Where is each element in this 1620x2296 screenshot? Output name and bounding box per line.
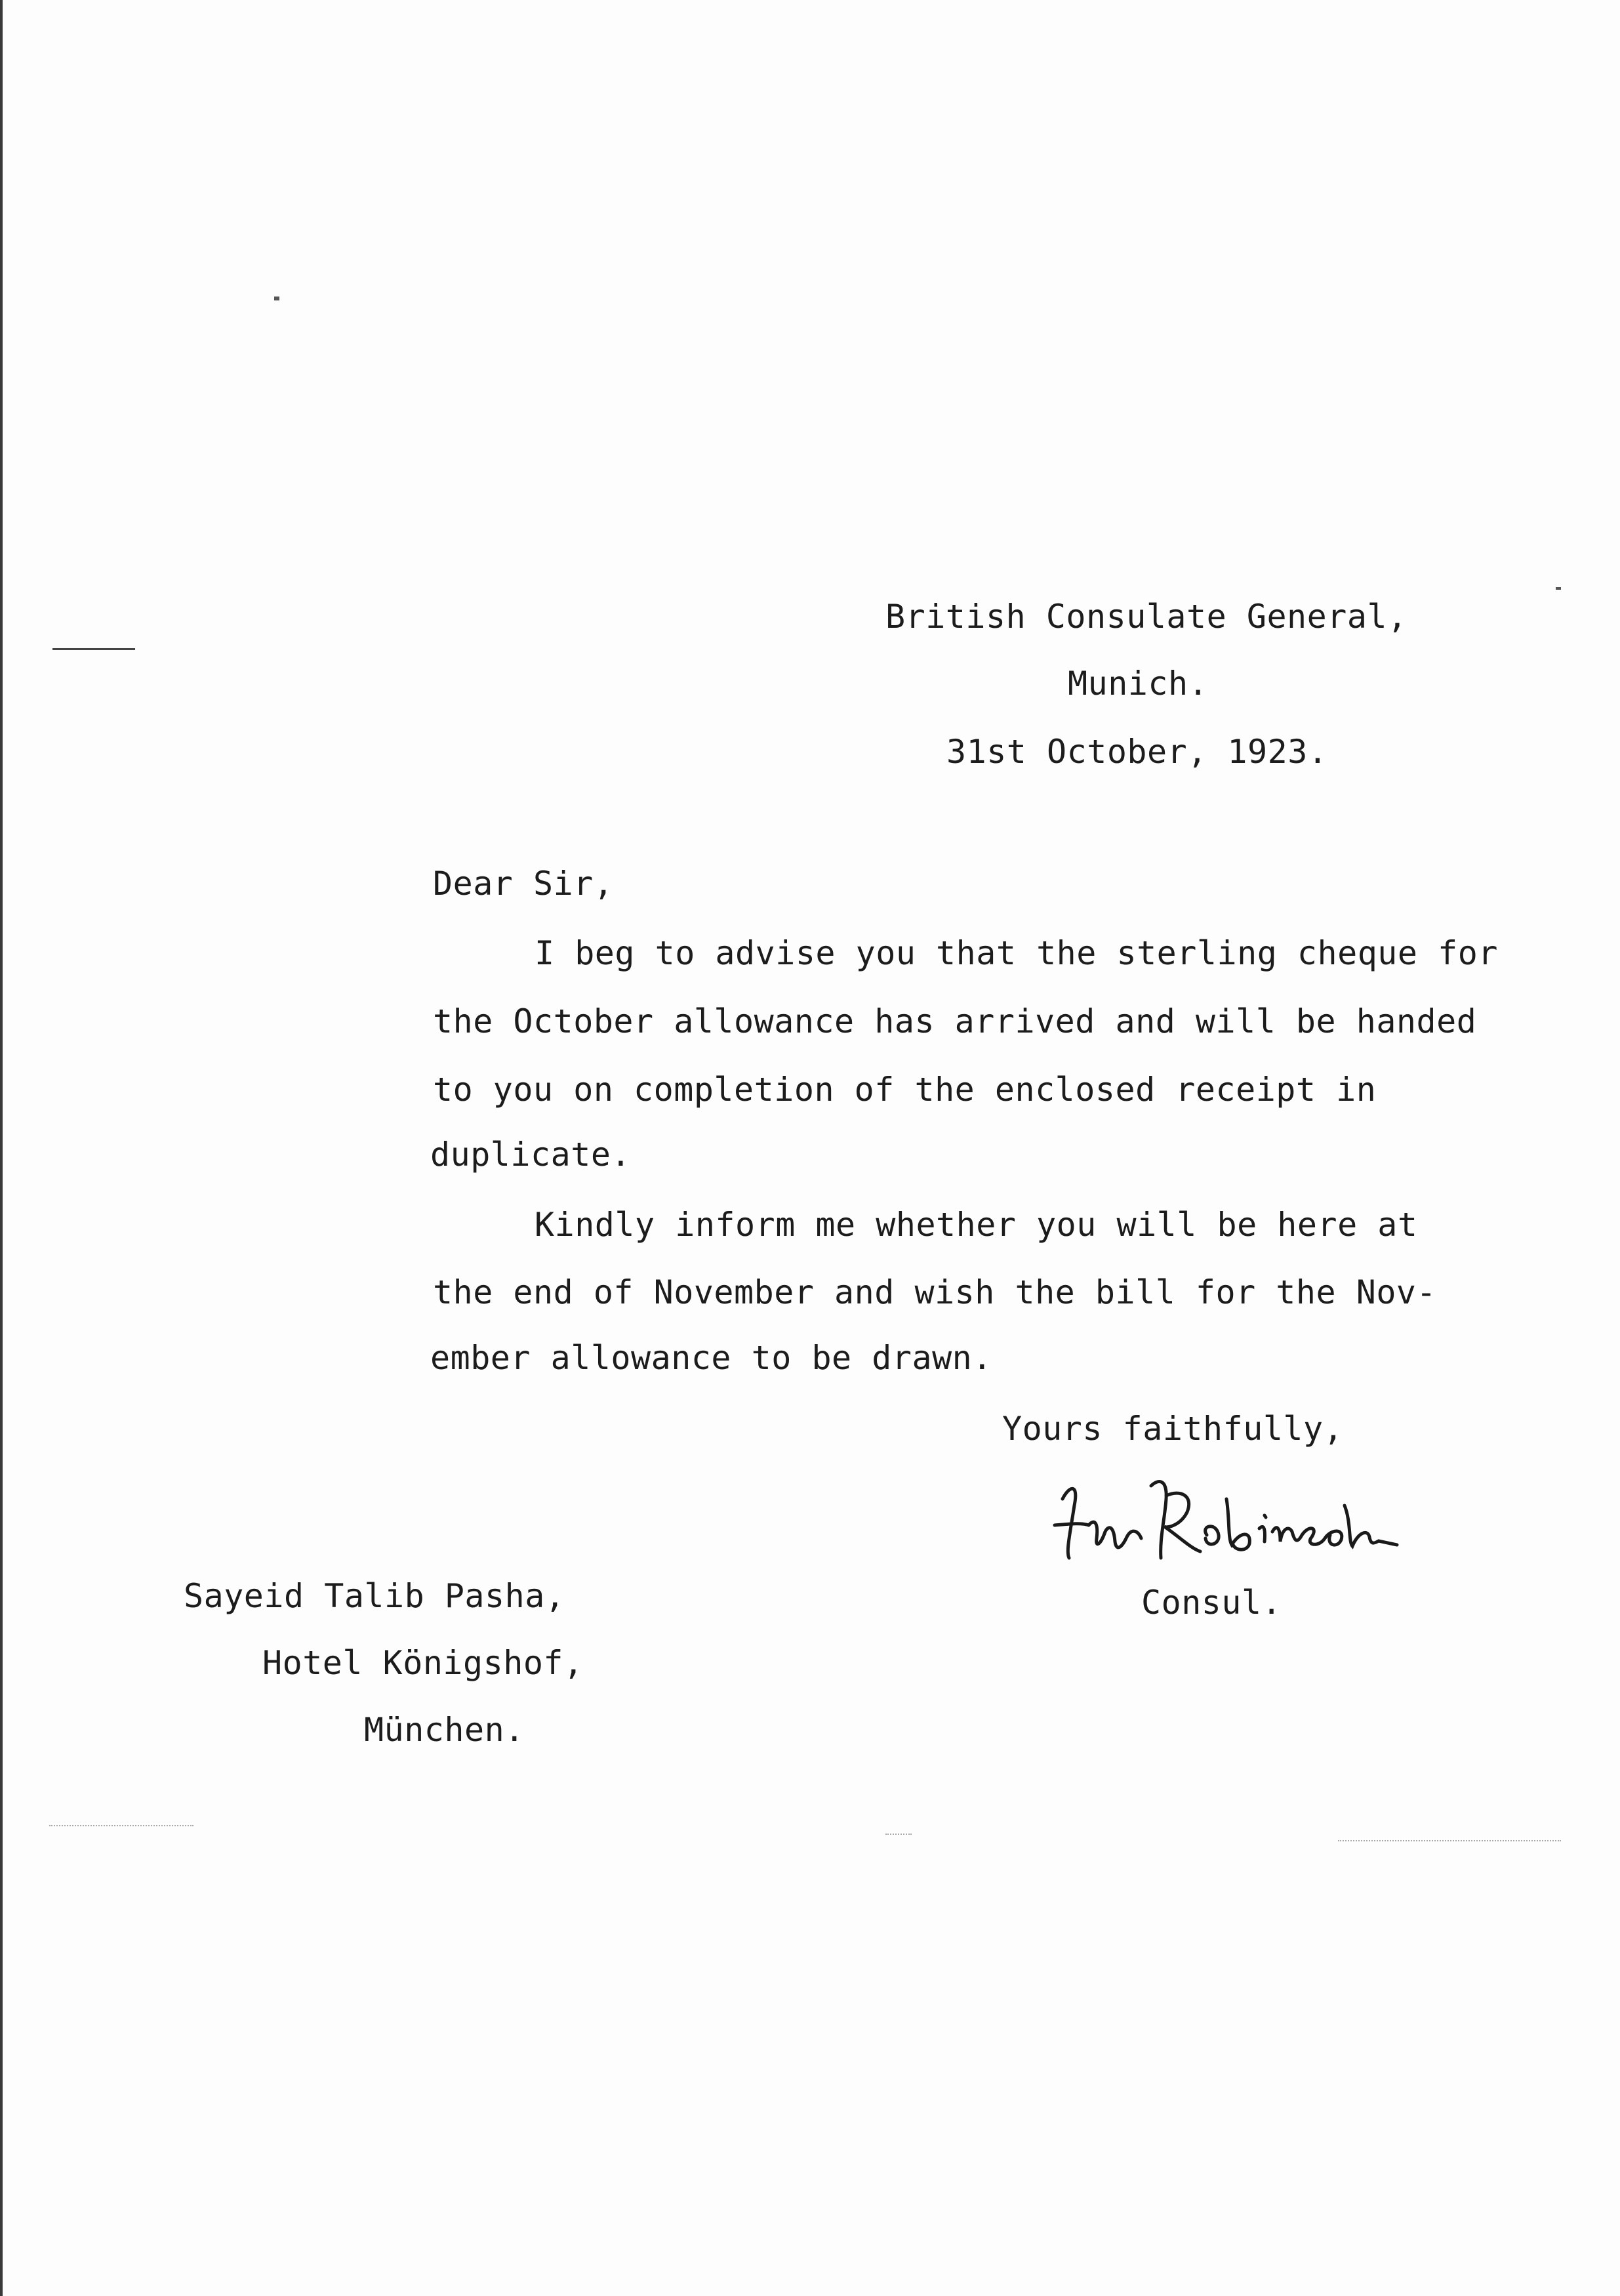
page-edge bbox=[0, 0, 3, 2296]
addressee-city: München. bbox=[364, 1711, 525, 1749]
letter-date: 31st October, 1923. bbox=[946, 733, 1328, 771]
body-line: the October allowance has arrived and will be handed bbox=[433, 1002, 1477, 1040]
signature-handwritten bbox=[1043, 1460, 1463, 1578]
fold-line-dots bbox=[49, 1825, 193, 1828]
body-line: the end of November and wish the bill for the Nov- bbox=[433, 1273, 1437, 1311]
scan-dash bbox=[52, 648, 135, 650]
signatory-title: Consul. bbox=[1141, 1584, 1282, 1622]
letterhead-city: Munich. bbox=[1068, 665, 1209, 703]
letterhead-office: British Consulate General, bbox=[885, 598, 1407, 636]
addressee-hotel: Hotel Königshof, bbox=[262, 1644, 584, 1682]
salutation: Dear Sir, bbox=[433, 865, 614, 903]
body-line: Kindly inform me whether you will be here at bbox=[535, 1206, 1418, 1244]
body-line: ember allowance to be drawn. bbox=[430, 1339, 992, 1377]
addressee-name: Sayeid Talib Pasha, bbox=[184, 1577, 565, 1615]
valediction: Yours faithfully, bbox=[1002, 1410, 1344, 1448]
body-line: I beg to advise you that the sterling cheque for bbox=[535, 934, 1498, 972]
fold-line-dots bbox=[885, 1834, 912, 1836]
scan-speck bbox=[1556, 587, 1561, 590]
body-line: to you on completion of the enclosed receipt in bbox=[433, 1071, 1377, 1109]
body-line: duplicate. bbox=[430, 1136, 632, 1174]
fold-line-dots bbox=[1338, 1840, 1561, 1843]
scan-speck bbox=[274, 297, 279, 300]
